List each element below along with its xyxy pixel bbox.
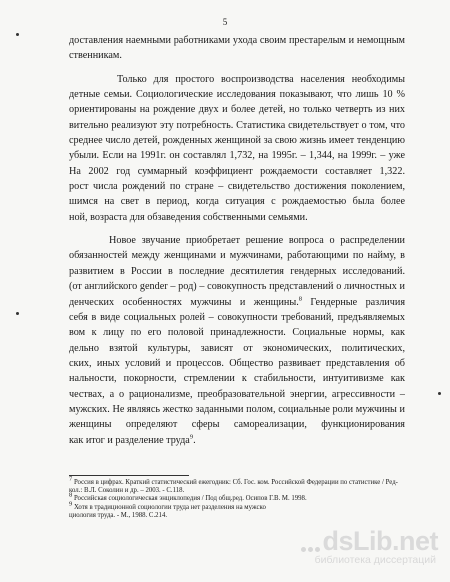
text-line: [69, 33, 405, 48]
text-segment: женщины определяют сферы самореализации, функционирования: [69, 419, 405, 431]
text-segment: ственникам.: [69, 50, 122, 62]
text-segment: шимся на свет в период, когда ситуация с рождаемостью была более: [69, 196, 405, 208]
footnote-ref: 9: [189, 433, 194, 441]
text-segment: дельно взятой культуры, зависят от экономических, политических,: [69, 342, 405, 354]
logo-dots-icon: [301, 547, 320, 552]
text-line: [69, 417, 405, 432]
footnote: [69, 500, 389, 512]
text-segment: рост числа рождений по стране – свидетельство достижения поколением,: [69, 181, 405, 193]
text-line: [69, 433, 405, 448]
text-line: [69, 387, 405, 402]
text-line: [69, 371, 405, 386]
text-segment: ских, иных условий и процессов. Общество развивает представления об: [69, 357, 405, 369]
text-line: [69, 325, 405, 340]
margin-dot: [16, 33, 19, 36]
text-line: [69, 133, 405, 148]
footnote: [69, 512, 389, 520]
text-segment: Новое звучание приобретает решение вопроса о распределении: [109, 235, 405, 247]
text-segment: Гендерные различия: [310, 296, 405, 308]
text-line: [69, 102, 405, 117]
text-line: [69, 310, 405, 325]
text-line: [69, 87, 405, 102]
footnote-mark: 8: [69, 492, 73, 500]
text-segment: убыли. Если на 1991г. он составлял 1,732, на 1995г. – 1,344, на 1999г. – уже: [69, 150, 405, 162]
text-line: [69, 194, 405, 209]
text-line: [69, 179, 405, 194]
text-segment: мужских. Не являясь жестко заданными полом, социальные роли мужчины и: [69, 403, 405, 415]
text-line: [69, 279, 405, 294]
text-line: [69, 233, 405, 248]
text-segment: На 2002 год суммарный коэффициент рождаемости составляет 1,322.: [69, 165, 405, 177]
footnote-text: циология труда. - М., 1988. С.214.: [69, 511, 168, 519]
text-segment: детные семьи. Социологические исследования показывают, что лишь 10 %: [69, 89, 405, 101]
text-line: [69, 48, 405, 63]
footnote-text: Россия в цифрах. Краткий статистический ежегодник: Сб. Гос. ком. Российской Федерации по статистике / Ред-: [72, 479, 398, 486]
text-line: [69, 72, 405, 87]
margin-dot: [16, 312, 19, 315]
text-line: [69, 210, 405, 225]
text-segment: вительно реализуют эту потребность. Статистика свидетельствует о том, что: [69, 119, 405, 131]
text-segment: обязанностей между женщинами и мужчинами, работающими по найму, в: [69, 250, 405, 262]
text-segment: денческих особенностях мужчины и женщины.: [69, 296, 299, 308]
text-segment: ной, возраста для обзаведения собственными семьями.: [69, 211, 308, 223]
footnote-text: Российская социологическая энциклопедия / Под общ.ред. Осипов Г.В. М. 1998.: [72, 495, 307, 503]
body-text: [69, 33, 405, 448]
text-line: [69, 341, 405, 356]
text-line: [69, 356, 405, 371]
footnote-ref: 8: [298, 295, 302, 303]
watermark-subtitle: библиотека диссертаций: [314, 554, 436, 566]
text-segment: развитием в России в последние десятилетия гендерных исследований.: [69, 265, 405, 277]
text-line: [69, 248, 405, 263]
text-segment: ориентированы на рождение двух и более детей, но только четверть из них: [69, 104, 405, 116]
text-segment: чествах, а о рационализме, преобразовательной энергии, агрессивности –: [69, 388, 405, 400]
text-line: [69, 118, 405, 133]
watermark-brand: dsLib.net: [322, 526, 438, 556]
footnotes: [69, 475, 398, 520]
footnote: [69, 475, 398, 487]
text-segment: доставления наемными работниками ухода своим престарелым и немощным: [69, 35, 405, 46]
footnote-mark: 9: [69, 500, 73, 508]
text-segment: как итог и разделение труда: [69, 434, 190, 446]
text-segment: себя в виде социальных ролей – совокупности требований, предъявляемых: [69, 311, 405, 323]
text-segment: Только для простого воспроизводства населения необходимы: [117, 73, 405, 85]
margin-dot: [438, 392, 441, 395]
page-number: 5: [222, 17, 228, 27]
text-line: [69, 164, 405, 179]
text-segment: нальности, покорности, стремлении к стабильности, интуитивизме как: [69, 373, 405, 385]
text-line: [69, 402, 405, 417]
text-segment: вом к лицу по его половой принадлежности. Социальные нормы, как: [69, 327, 405, 339]
text-segment: среднее число детей, рожденных женщиной за свою жизнь имеет тенденцию: [69, 135, 405, 147]
footnote-separator: [69, 475, 189, 476]
footnote-text: Хотя в традиционной социологии труда нет разделения на мужско: [72, 503, 266, 511]
text-segment: (от английского gender – род) – совокупность представлений о личностных и: [69, 281, 405, 293]
text-line: [69, 264, 405, 279]
text-segment: .: [193, 434, 196, 446]
text-line: [69, 295, 405, 310]
footnote: [69, 492, 389, 503]
footnote-text: кол.: В.Л. Соколин и др. – 2003. - С.118.: [69, 487, 185, 495]
watermark: [301, 526, 439, 566]
text-line: [69, 148, 405, 163]
footnote-mark: 7: [69, 475, 73, 483]
